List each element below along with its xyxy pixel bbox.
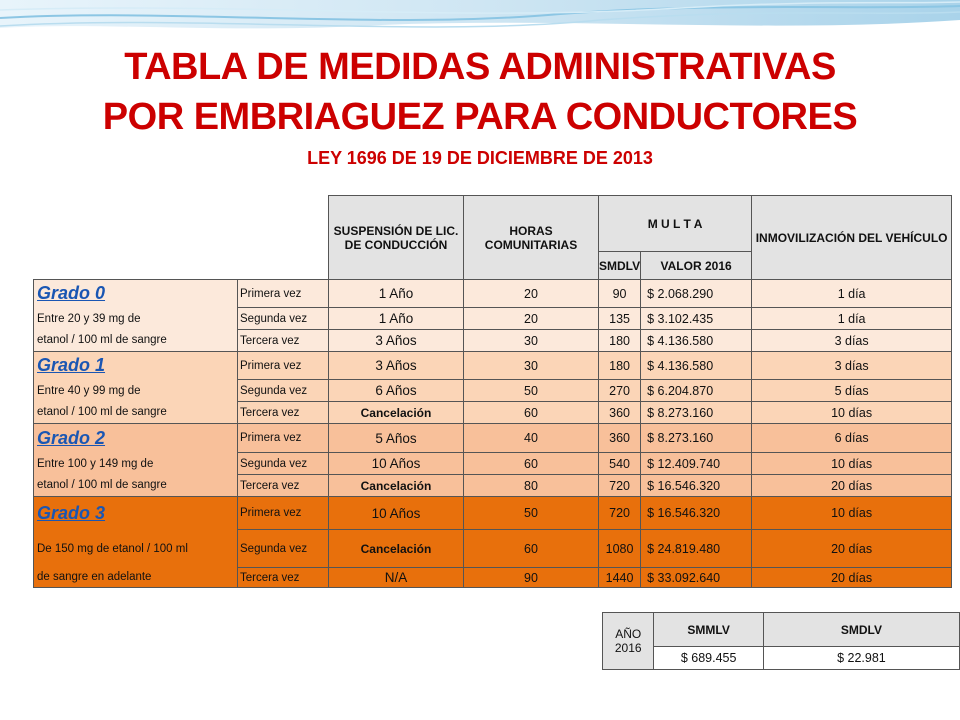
grado-label: Grado 3 xyxy=(34,497,238,530)
vez-cell: Segunda vez xyxy=(238,308,329,330)
vez-cell: Primera vez xyxy=(238,280,329,308)
horas-cell: 30 xyxy=(464,352,599,380)
table-row xyxy=(34,308,952,330)
smdlv-cell: 1080 xyxy=(599,530,641,568)
vez-cell: Primera vez xyxy=(238,497,329,530)
smdlv-header: SMDLV xyxy=(763,613,959,647)
smmlv-value: $ 689.455 xyxy=(654,647,763,670)
horas-cell: 80 xyxy=(464,475,599,497)
inmov-cell: 20 días xyxy=(752,530,952,568)
valor-cell: $ 3.102.435 xyxy=(641,308,752,330)
suspension-cell: N/A xyxy=(329,568,464,588)
suspension-cell: 10 Años xyxy=(329,453,464,475)
salary-reference-table xyxy=(602,612,960,670)
inmov-cell: 10 días xyxy=(752,453,952,475)
header-inmovilizacion: INMOVILIZACIÓN DEL VEHÍCULO xyxy=(752,196,952,280)
vez-cell: Tercera vez xyxy=(238,402,329,424)
smdlv-cell: 90 xyxy=(599,280,641,308)
horas-cell: 60 xyxy=(464,530,599,568)
sanctions-table xyxy=(33,195,952,588)
vez-cell: Primera vez xyxy=(238,424,329,453)
valor-cell: $ 8.273.160 xyxy=(641,402,752,424)
table-row xyxy=(34,352,952,380)
valor-cell: $ 12.409.740 xyxy=(641,453,752,475)
valor-cell: $ 4.136.580 xyxy=(641,330,752,352)
suspension-cell: 3 Años xyxy=(329,330,464,352)
page-title-line1: TABLA DE MEDIDAS ADMINISTRATIVAS xyxy=(124,46,836,88)
valor-cell: $ 4.136.580 xyxy=(641,352,752,380)
page-title-line2: POR EMBRIAGUEZ PARA CONDUCTORES xyxy=(102,96,858,138)
vez-cell: Segunda vez xyxy=(238,530,329,568)
table-row xyxy=(34,402,952,424)
valor-cell: $ 24.819.480 xyxy=(641,530,752,568)
grado-desc-line1: Entre 100 y 149 mg de xyxy=(34,453,238,475)
grado-desc-line1: Entre 40 y 99 mg de xyxy=(34,380,238,402)
table-row xyxy=(34,380,952,402)
inmov-cell: 10 días xyxy=(752,497,952,530)
year-value: 2016 xyxy=(614,641,642,655)
header-blank-cell xyxy=(34,196,329,280)
grado-label: Grado 2 xyxy=(34,424,238,453)
inmov-cell: 20 días xyxy=(752,568,952,588)
grado-desc-line1: Entre 20 y 39 mg de xyxy=(34,308,238,330)
header-smdlv: SMDLV xyxy=(599,252,641,280)
grado-desc-line2: etanol / 100 ml de sangre xyxy=(34,475,238,497)
smdlv-cell: 360 xyxy=(599,424,641,453)
smdlv-cell: 270 xyxy=(599,380,641,402)
grado-label: Grado 0 xyxy=(34,280,238,308)
smdlv-cell: 720 xyxy=(599,497,641,530)
suspension-cell: 1 Año xyxy=(329,308,464,330)
suspension-cell: 1 Año xyxy=(329,280,464,308)
smdlv-cell: 720 xyxy=(599,475,641,497)
header-multa: M U L T A xyxy=(599,196,752,252)
year-label: AÑO xyxy=(615,627,642,641)
table-row xyxy=(34,280,952,308)
suspension-cell: 5 Años xyxy=(329,424,464,453)
horas-cell: 40 xyxy=(464,424,599,453)
smdlv-cell: 540 xyxy=(599,453,641,475)
horas-cell: 60 xyxy=(464,402,599,424)
header-suspension: SUSPENSIÓN DE LIC. DE CONDUCCIÓN xyxy=(329,196,464,280)
table-row xyxy=(34,530,952,568)
smdlv-cell: 135 xyxy=(599,308,641,330)
suspension-cell: Cancelación xyxy=(329,530,464,568)
inmov-cell: 1 día xyxy=(752,280,952,308)
vez-cell: Tercera vez xyxy=(238,568,329,588)
table-row xyxy=(34,568,952,588)
smdlv-cell: 1440 xyxy=(599,568,641,588)
inmov-cell: 6 días xyxy=(752,424,952,453)
smdlv-value: $ 22.981 xyxy=(763,647,959,670)
valor-cell: $ 2.068.290 xyxy=(641,280,752,308)
suspension-cell: 3 Años xyxy=(329,352,464,380)
inmov-cell: 1 día xyxy=(752,308,952,330)
valor-cell: $ 16.546.320 xyxy=(641,497,752,530)
valor-cell: $ 8.273.160 xyxy=(641,424,752,453)
year-cell xyxy=(603,613,654,670)
vez-cell: Segunda vez xyxy=(238,453,329,475)
vez-cell: Tercera vez xyxy=(238,330,329,352)
inmov-cell: 20 días xyxy=(752,475,952,497)
horas-cell: 20 xyxy=(464,280,599,308)
valor-cell: $ 33.092.640 xyxy=(641,568,752,588)
horas-cell: 50 xyxy=(464,497,599,530)
smdlv-cell: 180 xyxy=(599,352,641,380)
table-row xyxy=(34,475,952,497)
vez-cell: Segunda vez xyxy=(238,380,329,402)
header-valor: VALOR 2016 xyxy=(641,252,752,280)
grado-label: Grado 1 xyxy=(34,352,238,380)
grado-desc-line2: de sangre en adelante xyxy=(34,568,238,588)
table-row xyxy=(34,497,952,530)
inmov-cell: 3 días xyxy=(752,352,952,380)
suspension-cell: 10 Años xyxy=(329,497,464,530)
inmov-cell: 10 días xyxy=(752,402,952,424)
valor-cell: $ 6.204.870 xyxy=(641,380,752,402)
suspension-cell: Cancelación xyxy=(329,402,464,424)
inmov-cell: 3 días xyxy=(752,330,952,352)
horas-cell: 60 xyxy=(464,453,599,475)
suspension-cell: 6 Años xyxy=(329,380,464,402)
table-row xyxy=(34,424,952,453)
smdlv-cell: 360 xyxy=(599,402,641,424)
horas-cell: 50 xyxy=(464,380,599,402)
header-horas: HORAS COMUNITARIAS xyxy=(464,196,599,280)
vez-cell: Tercera vez xyxy=(238,475,329,497)
grado-desc-line2: etanol / 100 ml de sangre xyxy=(34,402,238,424)
table-row xyxy=(34,453,952,475)
valor-cell: $ 16.546.320 xyxy=(641,475,752,497)
suspension-cell: Cancelación xyxy=(329,475,464,497)
vez-cell: Primera vez xyxy=(238,352,329,380)
grado-desc-line1: De 150 mg de etanol / 100 ml xyxy=(34,530,238,568)
horas-cell: 20 xyxy=(464,308,599,330)
page-subtitle: LEY 1696 DE 19 DE DICIEMBRE DE 2013 xyxy=(307,148,653,168)
horas-cell: 30 xyxy=(464,330,599,352)
inmov-cell: 5 días xyxy=(752,380,952,402)
horas-cell: 90 xyxy=(464,568,599,588)
table-row xyxy=(34,330,952,352)
smdlv-cell: 180 xyxy=(599,330,641,352)
grado-desc-line2: etanol / 100 ml de sangre xyxy=(34,330,238,352)
smmlv-header: SMMLV xyxy=(654,613,763,647)
